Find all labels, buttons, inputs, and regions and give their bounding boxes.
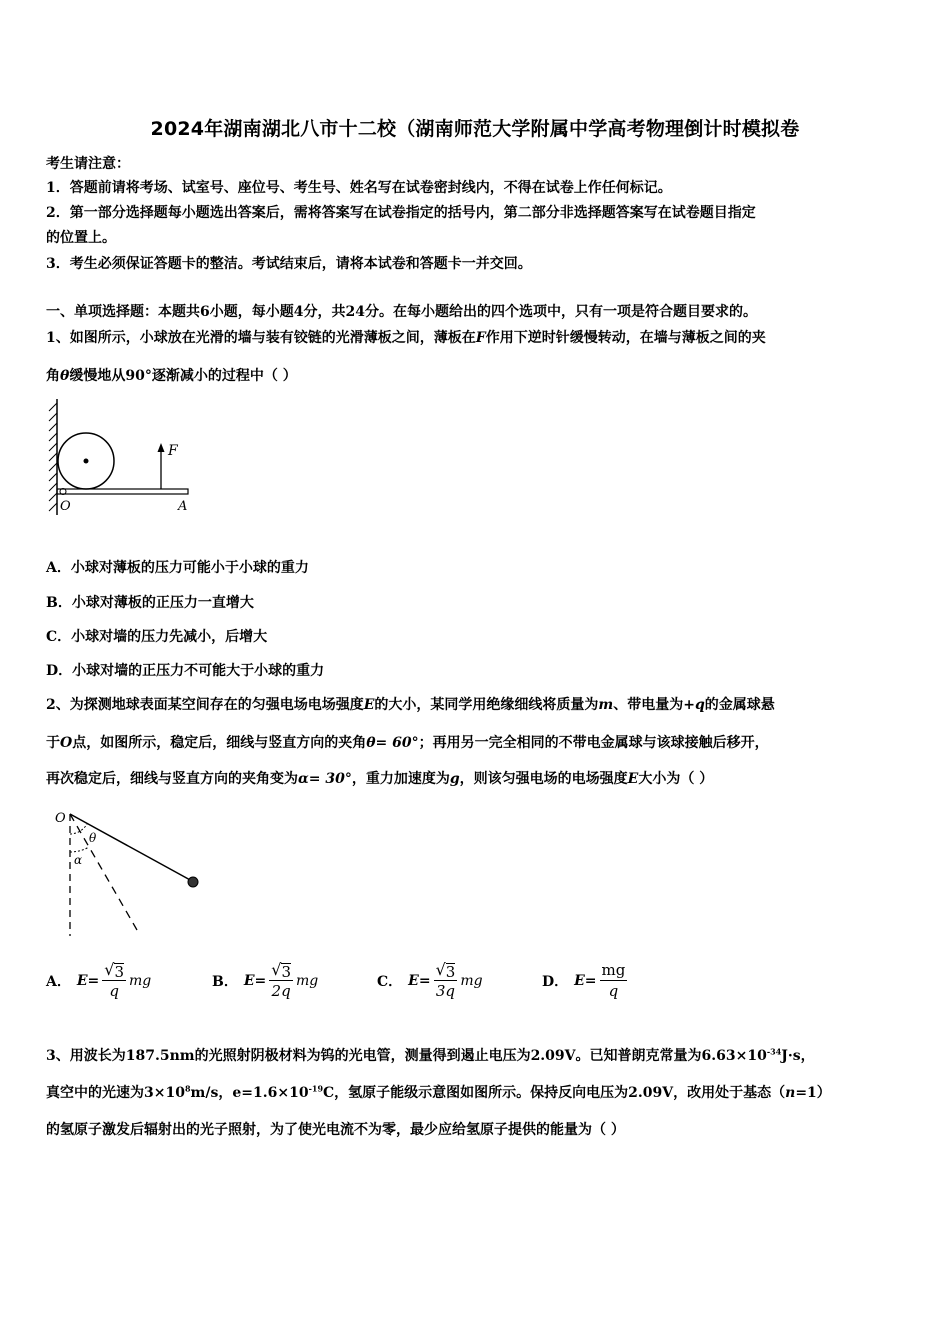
q2-option-d[interactable]: D． E= $\frac{mg}{q}$ bbox=[542, 961, 626, 1000]
notice-item-2-cont: 的位置上。 bbox=[46, 230, 116, 246]
q2-option-b[interactable]: B． E= √ 3 2q mg bbox=[212, 960, 319, 1000]
metal-ball bbox=[188, 877, 198, 887]
label-theta: θ bbox=[89, 831, 97, 845]
q2-option-c[interactable]: C． E= √ 3 3q mg bbox=[377, 960, 483, 1000]
q1-stem-line2: 角θ缓慢地从90°逐渐减小的过程中（ ） bbox=[46, 368, 297, 384]
label-O: O bbox=[60, 499, 71, 514]
board bbox=[57, 489, 188, 494]
section-heading: 一、单项选择题：本题共6小题，每小题4分，共24分。在每小题给出的四个选项中，只有一项是符合题目要求的。 bbox=[46, 304, 757, 320]
q2-stem-line2: 于O点，如图所示，稳定后，细线与竖直方向的夹角θ= 60°；再用另一完全相同的不带电金属球与该球接触后移开， bbox=[46, 735, 769, 751]
q2-stem-line3: 再次稳定后，细线与竖直方向的夹角变为α= 30°，重力加速度为g，则该匀强电场的电场强度E大小为（ ） bbox=[46, 771, 714, 787]
notice-item-2: 2．第一部分选择题每小题选出答案后，需将答案写在试卷指定的括号内，第二部分非选择题答案写在试卷题目指定 bbox=[46, 205, 756, 221]
q1-option-b[interactable]: B．小球对薄板的正压力一直增大 bbox=[46, 595, 254, 611]
string-alpha bbox=[70, 814, 137, 930]
q1-stem-line1: 1、如图所示，小球放在光滑的墙与装有铰链的光滑薄板之间，薄板在F作用下逆时针缓慢转动，在墙与薄板之间的夹 bbox=[46, 330, 766, 346]
q2-figure bbox=[55, 806, 215, 941]
q2-option-a[interactable]: A． E= √ 3 q mg bbox=[46, 960, 152, 1000]
q3-stem-line1: 3、用波长为187.5nm的光照射阴极材料为钨的光电管，测量得到遏止电压为2.09V。已知普朗克常量为$6.63\times 10^{-34}J\cdot s$， bbox=[46, 1046, 815, 1064]
notice-item-3: 3．考生必须保证答题卡的整洁。考试结束后，请将本试卷和答题卡一并交回。 bbox=[46, 256, 532, 272]
q3-stem-line2: 真空中的光速为$3\times 10^8m/s$，$e=1.6\times 10^{-19}C$，氢原子能级示意图如图所示。保持反向电压为2.09V，改用处于基态（n=1） bbox=[46, 1083, 831, 1101]
q1-figure bbox=[40, 395, 200, 520]
q1-option-d[interactable]: D．小球对墙的正压力不可能大于小球的重力 bbox=[46, 663, 325, 679]
q2-stem-line1: 2、为探测地球表面某空间存在的匀强电场电场强度E的大小，某同学用绝缘细线将质量为m、带电量为+q的金属球悬 bbox=[46, 697, 775, 713]
notice-heading: 考生请注意： bbox=[46, 156, 130, 172]
notice-item-1: 1．答题前请将考场、试室号、座位号、考生号、姓名写在试卷密封线内，不得在试卷上作任何标记。 bbox=[46, 180, 672, 196]
label-A: A bbox=[178, 499, 188, 514]
string-theta bbox=[70, 814, 192, 881]
label-alpha: α bbox=[74, 853, 83, 867]
label-F: F bbox=[168, 443, 178, 459]
q1-option-c[interactable]: C．小球对墙的压力先减小，后增大 bbox=[46, 629, 268, 645]
exam-title: 2024年湖南湖北八市十二校（湖南师范大学附属中学高考物理倒计时模拟卷 bbox=[150, 118, 800, 140]
label-O: O bbox=[55, 811, 66, 826]
q1-option-a[interactable]: A．小球对薄板的压力可能小于小球的重力 bbox=[46, 560, 309, 576]
q3-stem-line3: 的氢原子激发后辐射出的光子照射，为了使光电流不为零，最少应给氢原子提供的能量为（ ） bbox=[46, 1122, 625, 1138]
